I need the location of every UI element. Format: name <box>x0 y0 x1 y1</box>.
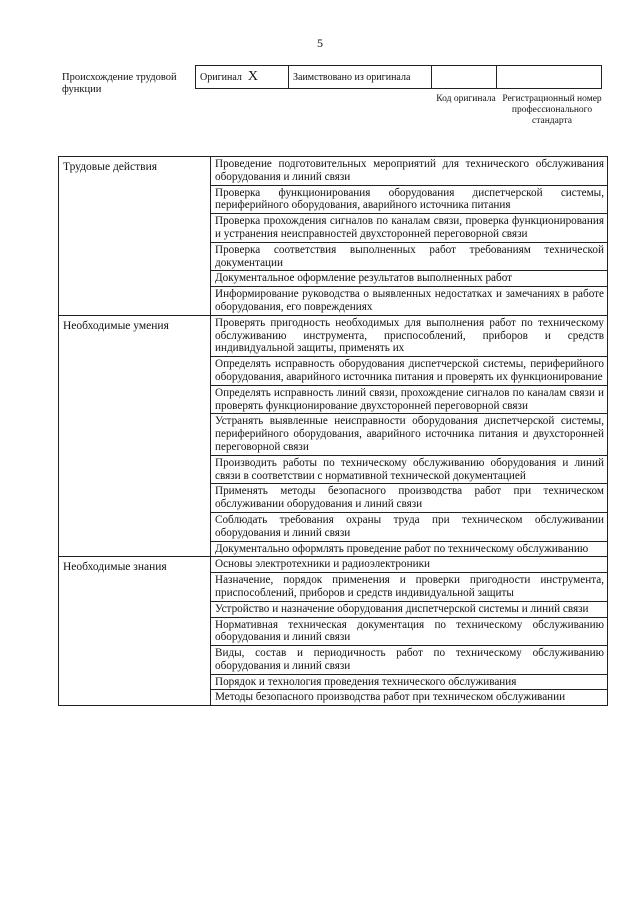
origin-table <box>195 65 602 89</box>
section-item: Проверять пригодность необходимых для выполнения работ по техническому обслуживанию инструмента, приспособлений, приборов и средств индивидуальной защиты, применять их <box>211 315 608 356</box>
section-item: Основы электротехники и радиоэлектроники <box>211 557 608 573</box>
section-item: Проверка соответствия выполненных работ требованиям технической документации <box>211 242 608 271</box>
section-item: Методы безопасного производства работ при техническом обслуживании <box>211 690 608 706</box>
section-item: Проверка прохождения сигналов по каналам связи, проверка функционирования и устранения неисправностей двухсторонней переговорной связи <box>211 214 608 243</box>
section-item: Определять исправность оборудования диспетчерской системы, периферийного оборудования, аварийного источника питания и проверять их функционирование <box>211 357 608 386</box>
registration-number-label: Регистрационный номер профессионального стандарта <box>502 94 602 126</box>
section-title: Необходимые умения <box>59 315 211 557</box>
section-item: Виды, состав и периодичность работ по техническому обслуживанию оборудования и линий связи <box>211 646 608 675</box>
section-item: Устройство и назначение оборудования диспетчерской системы и линий связи <box>211 601 608 617</box>
code-original-label: Код оригинала <box>436 94 496 104</box>
original-cell <box>196 66 289 89</box>
section-title: Трудовые действия <box>59 157 211 316</box>
table-row <box>59 157 608 186</box>
table-row <box>59 315 608 356</box>
section-item: Документальное оформление результатов выполненных работ <box>211 271 608 287</box>
original-label: Оригинал <box>200 72 242 83</box>
section-item: Применять методы безопасного производства работ при техническом обслуживании оборудования и линий связи <box>211 484 608 513</box>
section-item: Определять исправность линий связи, прохождение сигналов по каналам связи и проверять функционирование двухсторонней переговорной связи <box>211 385 608 414</box>
section-item: Нормативная техническая документация по техническому обслуживанию оборудования и линий связи <box>211 617 608 646</box>
borrowed-label: Заимствовано из оригинала <box>293 71 411 83</box>
section-item: Устранять выявленные неисправности оборудования диспетчерской системы, периферийного оборудования, аварийного источника питания и двухсторонней переговорной связи <box>211 414 608 455</box>
section-item: Соблюдать требования охраны труда при техническом обслуживании оборудования и линий связи <box>211 512 608 541</box>
origin-label: Происхождение трудовой функции <box>62 72 177 95</box>
code-cell <box>432 66 497 89</box>
section-item: Порядок и технология проведения технического обслуживания <box>211 674 608 690</box>
section-item: Проведение подготовительных мероприятий для технического обслуживания оборудования и линий связи <box>211 157 608 186</box>
section-item: Производить работы по техническому обслуживанию оборудования и линий связи в соответствии с нормативной технической документацией <box>211 455 608 484</box>
original-mark: X <box>247 69 259 84</box>
function-table <box>58 156 608 706</box>
table-row <box>59 557 608 573</box>
section-item: Проверка функционирования оборудования диспетчерской системы, периферийного оборудования, аварийного источника питания <box>211 185 608 214</box>
section-item: Назначение, порядок применения и проверки пригодности инструмента, приспособлений, приборов и средств индивидуальной защиты <box>211 573 608 602</box>
page-number: 5 <box>317 36 323 50</box>
section-title: Необходимые знания <box>59 557 211 706</box>
reg-number-cell <box>497 66 602 89</box>
borrowed-cell <box>289 66 432 89</box>
section-item: Документально оформлять проведение работ по техническому обслуживанию <box>211 541 608 557</box>
section-item: Информирование руководства о выявленных недостатках и замечаниях в работе оборудования, его повреждениях <box>211 287 608 316</box>
